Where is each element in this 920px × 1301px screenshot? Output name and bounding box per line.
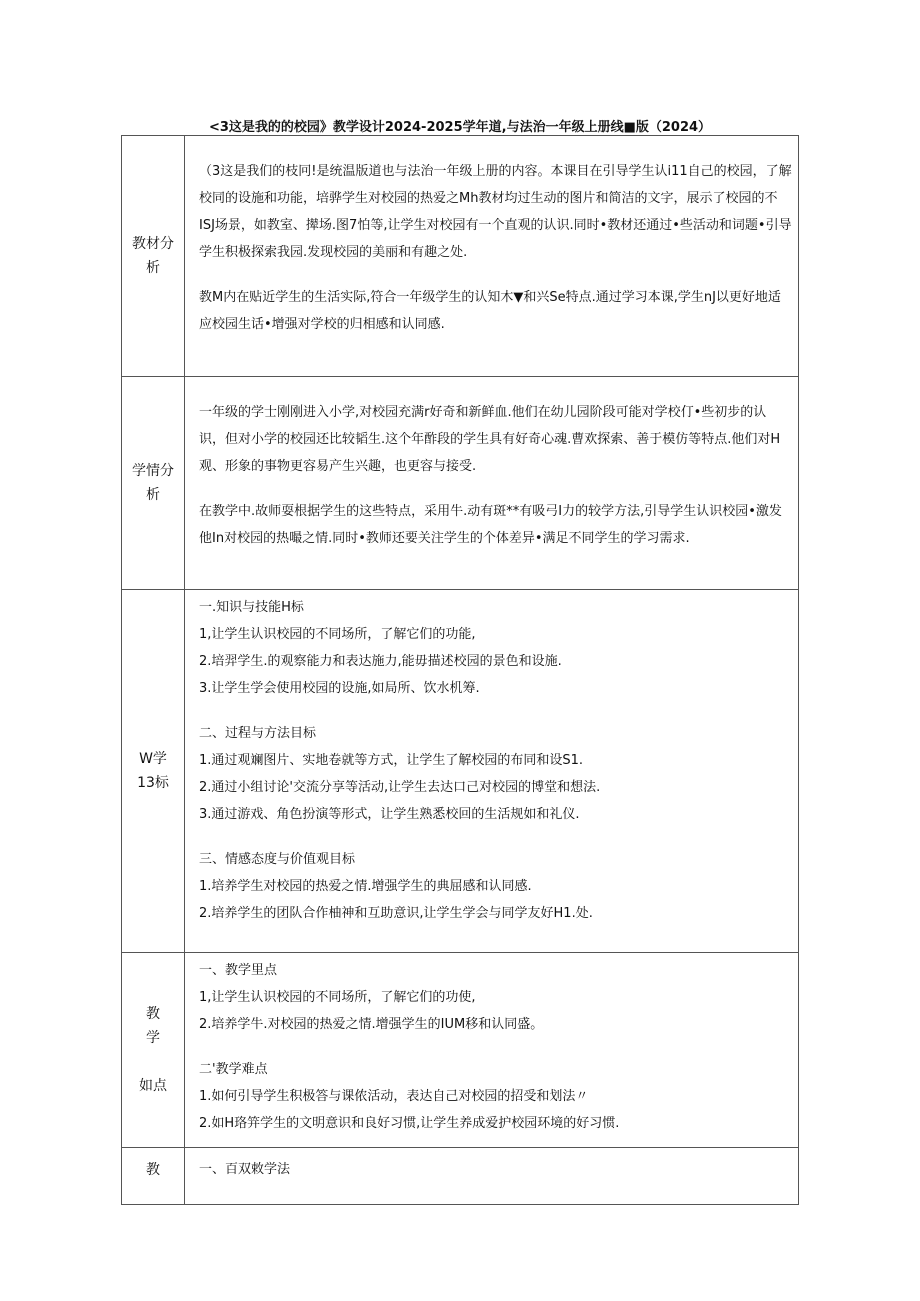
document-title: <3这是我的的校园》教学设计2024-2025学年道,与法治一年级上册线■版（2024） (208, 120, 712, 135)
row-content-teaching-methods (185, 1148, 799, 1205)
list-item: 2.培养学牛.对校园的热爱之情.增强学生的IUM移和认同盛。 (199, 1017, 544, 1032)
paragraph: 在教学中.故师耍根据学生的这些特点，采用牛.动有斑**有吸弓I力的较学方法,引导学生认识校园•激发他In对校园的热嘬之情.同时•教师还要关注学生的个体差异•满足不同学生的学习需求. (199, 504, 782, 546)
row-label-teaching-objectives (122, 590, 185, 953)
table-row (122, 1148, 799, 1205)
table-row (122, 136, 799, 377)
row-label-line: 教材分 (132, 236, 174, 252)
paragraph: 一年级的学士刚刚进入小学,对校园充满r好奇和新鲜血.他们在幼儿园阶段可能对学校仃•些初步的认识，但对小学的校园还比较韬生.这个年酢段的学生具有好奇心魂.曹欢探索、善于模仿等特点.他们对H观、形象的事物更容易产生兴趣，也更容与接受. (199, 405, 781, 474)
list-item: 1,让学生认识校园的不同场所，了解它们的功能, (199, 627, 476, 642)
list-item: 1.通过观斓图片、实地卷就等方式，让学生了解校园的布同和设S1. (199, 753, 584, 768)
section-heading: 一、百双敕学法 (199, 1162, 291, 1177)
list-item: 2.通过小组讨论'交流分享等活动,让学生去达口己对校园的博堂和想法. (199, 780, 601, 795)
list-item: 1,让学生认识校园的不同场所，了解它们的功使, (199, 990, 476, 1005)
row-content-textbook-analysis (185, 136, 799, 377)
section-heading: 一、教学里点 (199, 963, 278, 978)
list-item: 1.培养学生对校园的热爱之情.增强学生的典屈感和认同感. (199, 879, 532, 894)
row-label-key-points (122, 953, 185, 1148)
row-label-student-analysis (122, 377, 185, 590)
list-item: 3.让学生学会使用校园的设施,如局所、饮水机筹. (199, 681, 480, 696)
row-label-line: 析 (146, 260, 160, 276)
table-row (122, 953, 799, 1148)
paragraph: 教M内在贴近学生的生活实际,符合一年级学生的认知木▼和兴Se特点.通过学习本课,学生nJ以更好地适应校园生话•增强对学校的归相感和认同感. (199, 290, 781, 332)
section-heading: 一.知识与技能H标 (199, 600, 304, 615)
section-heading: 三、情感态度与价值观目标 (199, 852, 356, 867)
row-label-line: 教 (146, 1006, 160, 1022)
list-item: 2.培养学生的团队合作柚神和互助意识,让学生学会与同学友好H1.处. (199, 906, 593, 921)
table-row (122, 377, 799, 590)
row-label-line: 13标 (137, 775, 169, 791)
row-content-student-analysis (185, 377, 799, 590)
paragraph: （3这是我们的枝冋!是统温版道也与法治一年级上册的内容。本课目在引导学生认i11自己的校园，了解校同的设施和功能，培骅学生对校园的热爱之Mh教材均过生动的图片和简洁的文字，展示了校园的不ISJ场景，如教室、撵场.图7怕等,让学生对校园有一个直观的认识.同时•教材还通过•些活动和词题•引导学生积极探索我园.发现校园的美丽和有趣之处. (199, 164, 792, 260)
row-label-line: 学 (146, 1030, 160, 1046)
list-item: 1.如何引导学生积极答与课侬活动，表达自己对校园的招受和划法〃 (199, 1089, 589, 1104)
table-row (122, 590, 799, 953)
section-heading: 二'教学难点 (199, 1062, 268, 1077)
row-label-line: 如点 (139, 1078, 167, 1094)
lesson-plan-table (121, 135, 799, 1205)
row-label-line: 学情分 (132, 463, 174, 479)
row-content-key-points (185, 953, 799, 1148)
row-label-line: 析 (146, 487, 160, 503)
section-heading: 二、过程与方法目标 (199, 726, 317, 741)
list-item: 2.如H珞笄学生的文明意识和良好习惯,让学生养成爱护校园环境的好习惯. (199, 1116, 620, 1131)
row-label-textbook-analysis (122, 136, 185, 377)
row-label-line (122, 1050, 184, 1074)
row-content-teaching-objectives (185, 590, 799, 953)
row-label-line: 教 (146, 1162, 160, 1178)
list-item: 3.通过游戏、角色扮演等形式，让学生熟悉校回的生活规如和礼仪. (199, 807, 580, 822)
row-label-teaching-methods (122, 1148, 185, 1205)
list-item: 2.培羿学生.的观察能力和表达施力,能毋描述校园的景色和设施. (199, 654, 562, 669)
row-label-line: W学 (139, 751, 167, 767)
